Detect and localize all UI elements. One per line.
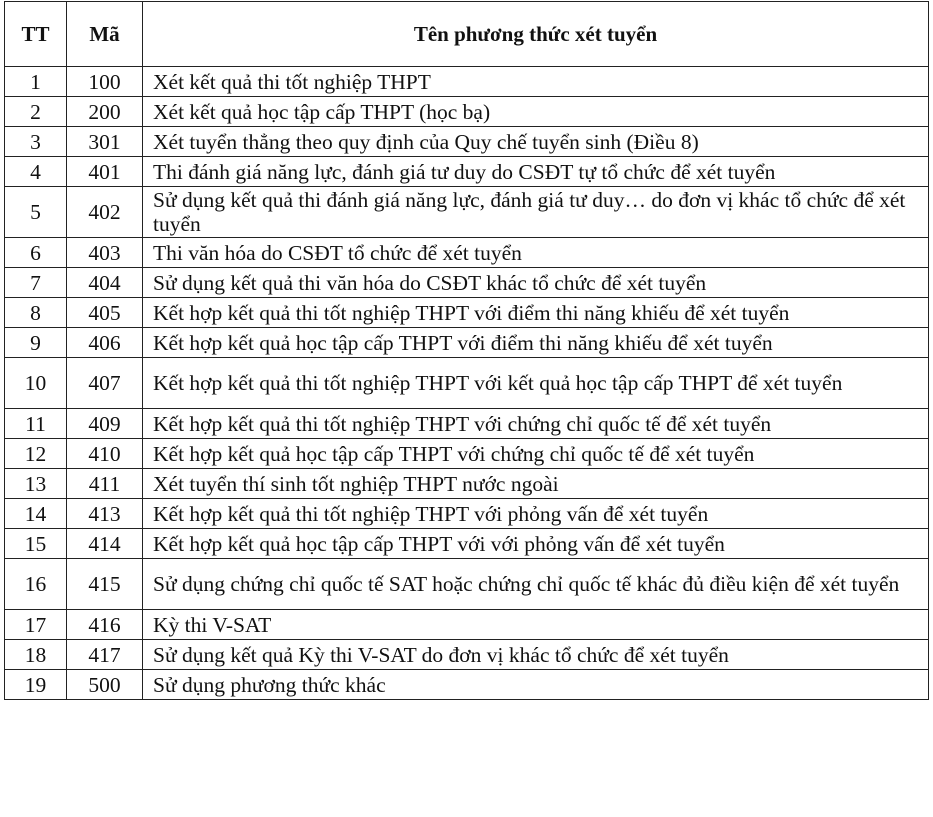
- row-tt: 10: [5, 358, 67, 409]
- table-row: [5, 97, 929, 127]
- row-tt: 16: [5, 559, 67, 610]
- row-ma: 500: [67, 670, 143, 700]
- row-method-name: Kết hợp kết quả thi tốt nghiệp THPT với kết quả học tập cấp THPT để xét tuyển: [143, 358, 929, 409]
- table-row: [5, 157, 929, 187]
- row-ma: 414: [67, 529, 143, 559]
- row-method-name: Sử dụng kết quả Kỳ thi V-SAT do đơn vị khác tổ chức để xét tuyển: [143, 640, 929, 670]
- row-method-name: Kết hợp kết quả học tập cấp THPT với với phỏng vấn để xét tuyển: [143, 529, 929, 559]
- row-method-name: Xét kết quả học tập cấp THPT (học bạ): [143, 97, 929, 127]
- row-tt: 3: [5, 127, 67, 157]
- row-method-name: Thi đánh giá năng lực, đánh giá tư duy do CSĐT tự tổ chức để xét tuyển: [143, 157, 929, 187]
- row-ma: 100: [67, 67, 143, 97]
- table-header-row: [5, 2, 929, 67]
- row-ma: 405: [67, 298, 143, 328]
- row-ma: 404: [67, 268, 143, 298]
- row-tt: 18: [5, 640, 67, 670]
- row-method-name: Sử dụng phương thức khác: [143, 670, 929, 700]
- row-tt: 19: [5, 670, 67, 700]
- table-row: [5, 238, 929, 268]
- row-ma: 417: [67, 640, 143, 670]
- row-tt: 13: [5, 469, 67, 499]
- row-tt: 17: [5, 610, 67, 640]
- row-tt: 15: [5, 529, 67, 559]
- row-method-name: Kỳ thi V-SAT: [143, 610, 929, 640]
- header-name: Tên phương thức xét tuyển: [143, 2, 929, 67]
- table-row: [5, 439, 929, 469]
- row-method-name: Kết hợp kết quả thi tốt nghiệp THPT với phỏng vấn để xét tuyển: [143, 499, 929, 529]
- table-row: [5, 469, 929, 499]
- row-method-name: Kết hợp kết quả học tập cấp THPT với chứng chỉ quốc tế để xét tuyển: [143, 439, 929, 469]
- table-row: [5, 67, 929, 97]
- table-row: [5, 610, 929, 640]
- row-tt: 9: [5, 328, 67, 358]
- row-method-name: Sử dụng chứng chỉ quốc tế SAT hoặc chứng chỉ quốc tế khác đủ điều kiện để xét tuyển: [143, 559, 929, 610]
- row-tt: 4: [5, 157, 67, 187]
- row-method-name: Kết hợp kết quả học tập cấp THPT với điểm thi năng khiếu để xét tuyển: [143, 328, 929, 358]
- row-tt: 1: [5, 67, 67, 97]
- row-ma: 406: [67, 328, 143, 358]
- header-ma: Mã: [67, 2, 143, 67]
- row-method-name: Xét tuyển thí sinh tốt nghiệp THPT nước ngoài: [143, 469, 929, 499]
- row-ma: 401: [67, 157, 143, 187]
- table-row: [5, 268, 929, 298]
- table-row: [5, 559, 929, 610]
- row-ma: 411: [67, 469, 143, 499]
- row-method-name: Kết hợp kết quả thi tốt nghiệp THPT với điểm thi năng khiếu để xét tuyển: [143, 298, 929, 328]
- table-row: [5, 640, 929, 670]
- row-method-name: Sử dụng kết quả thi văn hóa do CSĐT khác tổ chức để xét tuyển: [143, 268, 929, 298]
- row-ma: 301: [67, 127, 143, 157]
- row-method-name: Xét kết quả thi tốt nghiệp THPT: [143, 67, 929, 97]
- row-tt: 14: [5, 499, 67, 529]
- row-ma: 407: [67, 358, 143, 409]
- row-ma: 416: [67, 610, 143, 640]
- row-tt: 12: [5, 439, 67, 469]
- row-tt: 5: [5, 187, 67, 238]
- row-tt: 2: [5, 97, 67, 127]
- table-row: [5, 529, 929, 559]
- row-method-name: Xét tuyển thẳng theo quy định của Quy chế tuyển sinh (Điều 8): [143, 127, 929, 157]
- table-row: [5, 328, 929, 358]
- row-tt: 8: [5, 298, 67, 328]
- row-ma: 402: [67, 187, 143, 238]
- row-ma: 410: [67, 439, 143, 469]
- table-row: [5, 499, 929, 529]
- row-method-name: Kết hợp kết quả thi tốt nghiệp THPT với chứng chỉ quốc tế để xét tuyển: [143, 409, 929, 439]
- row-tt: 7: [5, 268, 67, 298]
- row-method-name: Sử dụng kết quả thi đánh giá năng lực, đánh giá tư duy… do đơn vị khác tổ chức để xét tuyển: [143, 187, 929, 238]
- row-ma: 403: [67, 238, 143, 268]
- row-ma: 200: [67, 97, 143, 127]
- table-row: [5, 187, 929, 238]
- table-row: [5, 670, 929, 700]
- row-tt: 11: [5, 409, 67, 439]
- table-row: [5, 127, 929, 157]
- row-tt: 6: [5, 238, 67, 268]
- admission-methods-table: [4, 1, 929, 700]
- row-ma: 409: [67, 409, 143, 439]
- table-row: [5, 409, 929, 439]
- table-row: [5, 358, 929, 409]
- row-ma: 413: [67, 499, 143, 529]
- table-row: [5, 298, 929, 328]
- row-method-name: Thi văn hóa do CSĐT tổ chức để xét tuyển: [143, 238, 929, 268]
- row-ma: 415: [67, 559, 143, 610]
- header-tt: TT: [5, 2, 67, 67]
